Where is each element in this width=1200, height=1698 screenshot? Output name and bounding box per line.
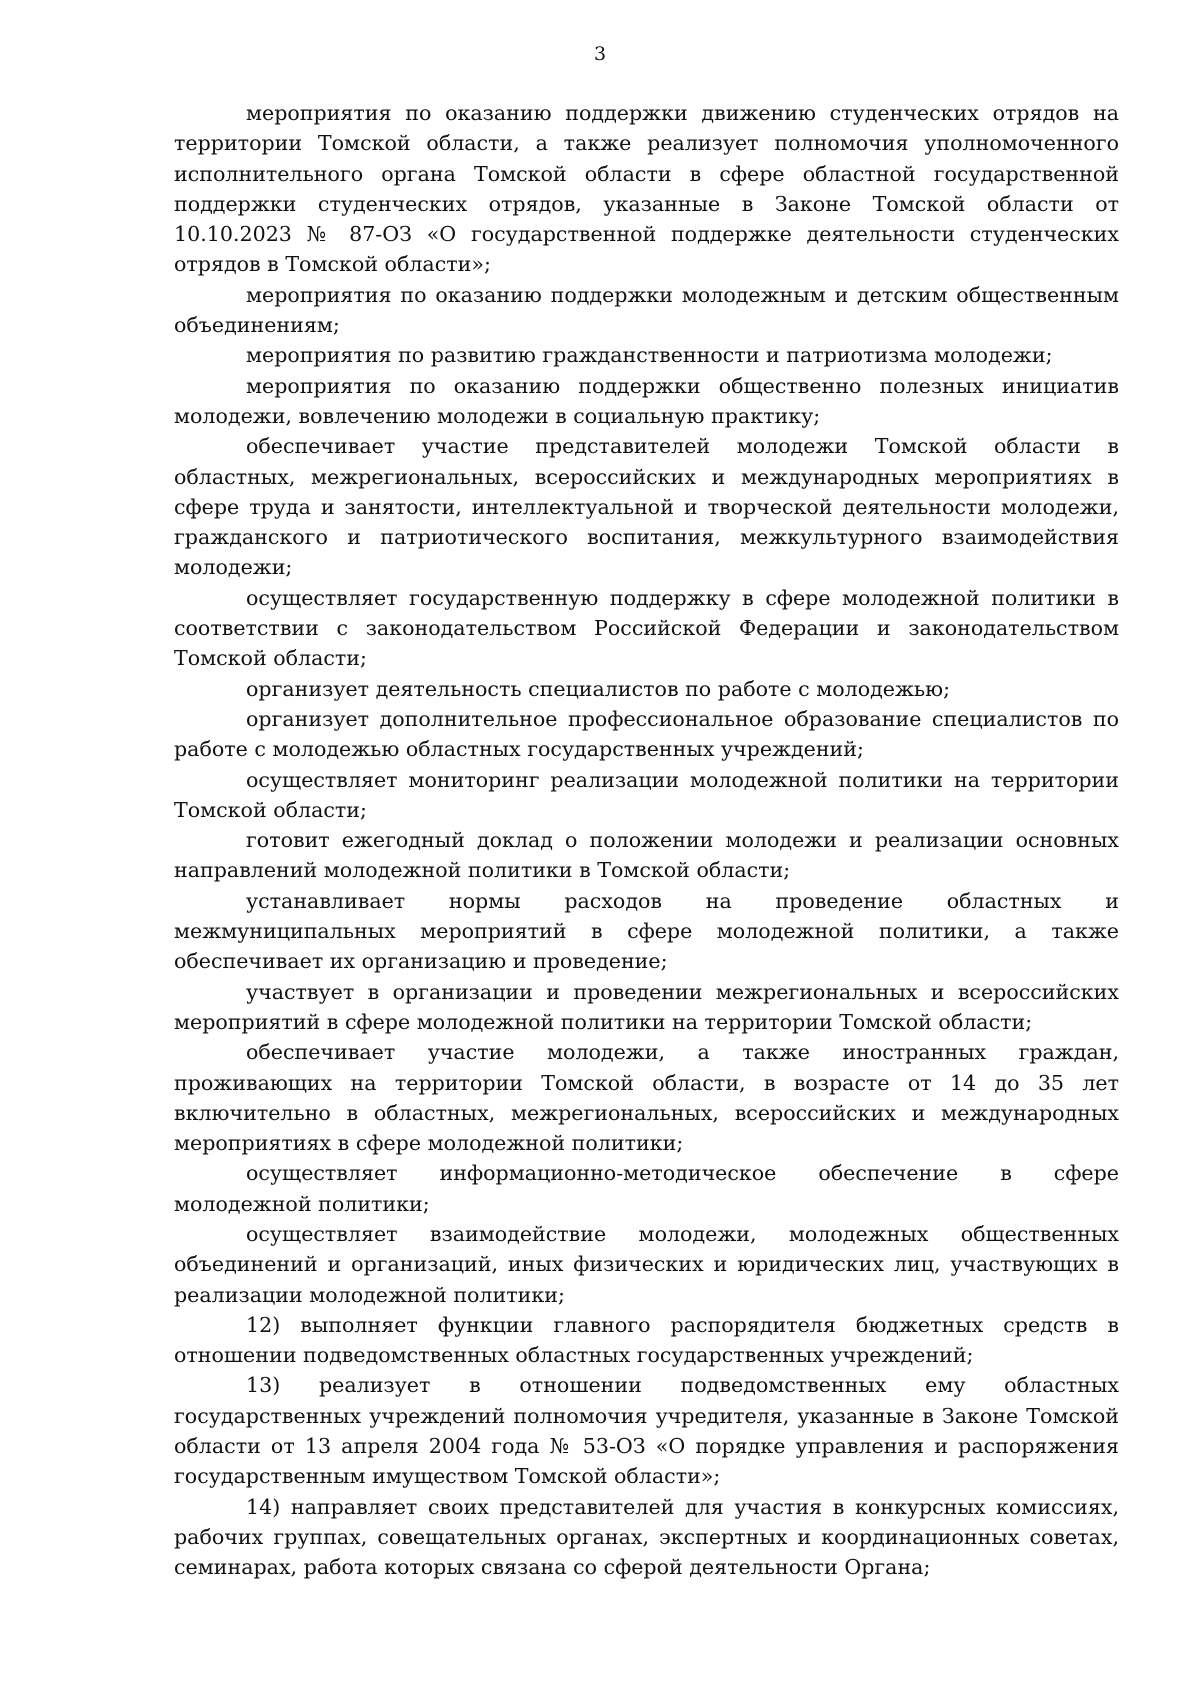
paragraph: мероприятия по оказанию поддержки молодежным и детским общественным объединениям; xyxy=(174,282,1119,338)
paragraph: обеспечивает участие представителей молодежи Томской области в областных, межрегиональных, всероссийских и международных мероприятиях в сфере труда и занятости, интеллектуальной и творческой деятельности молодежи, гражданского и патриотического воспитания, межкультурного взаимодействия молодежи; xyxy=(174,434,1119,580)
paragraph: мероприятия по оказанию поддержки движению студенческих отрядов на территории Томской области, а также реализует полномочия уполномоченного исполнительного органа Томской области в сфере областной государственной поддержки студенческих отрядов, указанные в Законе Томской области от 10.10.2023 № 87-ОЗ «О государственной поддержке деятельности студенческих отрядов в Томской области»; xyxy=(174,101,1119,277)
paragraph: устанавливает нормы расходов на проведение областных и межмуниципальных мероприятий в сфере молодежной политики, а также обеспечивает их организацию и проведение; xyxy=(174,888,1119,974)
paragraph: осуществляет взаимодействие молодежи, молодежных общественных объединений и организаций, иных физических и юридических лиц, участвующих в реализации молодежной политики; xyxy=(174,1221,1119,1307)
numbered-paragraph-14: 14) направляет своих представителей для участия в конкурсных комиссиях, рабочих группах, совещательных органах, экспертных и координационных советах, семинарах, работа которых связана со сферой деятельности Органа; xyxy=(174,1494,1119,1580)
paragraph: готовит ежегодный доклад о положении молодежи и реализации основных направлений молодежной политики в Томской области; xyxy=(174,828,1119,883)
numbered-paragraph-13: 13) реализует в отношении подведомственных ему областных государственных учреждений полномочия учредителя, указанные в Законе Томской области от 13 апреля 2004 года № 53-ОЗ «О порядке управления и распоряжения государственным имуществом Томской области»; xyxy=(174,1373,1119,1489)
numbered-paragraph-12: 12) выполняет функции главного распорядителя бюджетных средств в отношении подведомственных областных государственных учреждений; xyxy=(174,1312,1119,1368)
document-body xyxy=(174,98,1119,1583)
paragraph: мероприятия по развитию гражданственности и патриотизма молодежи; xyxy=(246,343,1053,368)
paragraph: обеспечивает участие молодежи, а также иностранных граждан, проживающих на территории Томской области, в возрасте от 14 до 35 лет включительно в областных, межрегиональных, всероссийских и международных мероприятиях в сфере молодежной политики; xyxy=(174,1040,1119,1156)
page-number: 3 xyxy=(593,43,607,65)
paragraph: осуществляет мониторинг реализации молодежной политики на территории Томской области; xyxy=(174,767,1119,822)
paragraph: организует деятельность специалистов по работе с молодежью; xyxy=(246,676,951,701)
paragraph: участвует в организации и проведении межрегиональных и всероссийских мероприятий в сфере молодежной политики на территории Томской области; xyxy=(174,979,1119,1034)
paragraph: мероприятия по оказанию поддержки общественно полезных инициатив молодежи, вовлечению молодежи в социальную практику; xyxy=(174,373,1119,428)
paragraph: осуществляет государственную поддержку в сфере молодежной политики в соответствии с законодательством Российской Федерации и законодательством Томской области; xyxy=(174,585,1119,671)
paragraph: осуществляет информационно-методическое обеспечение в сфере молодежной политики; xyxy=(174,1161,1119,1216)
paragraph: организует дополнительное профессиональное образование специалистов по работе с молодежью областных государственных учреждений; xyxy=(174,706,1119,762)
